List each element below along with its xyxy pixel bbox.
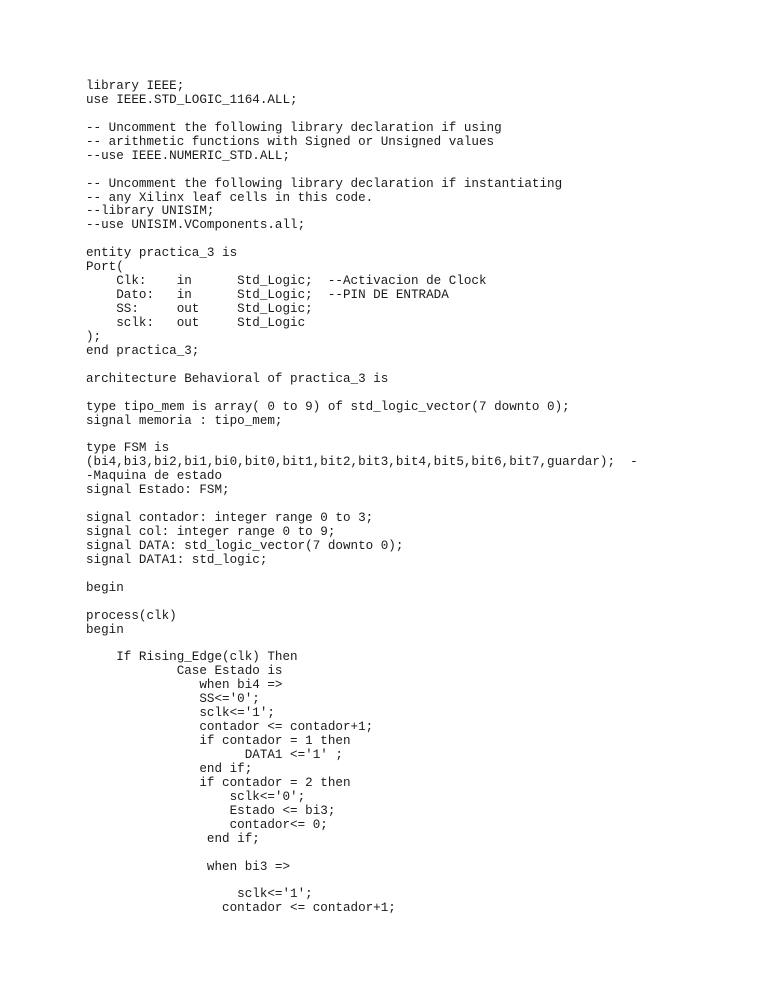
- code-line: type FSM is: [86, 441, 170, 456]
- code-line: use IEEE.STD_LOGIC_1164.ALL;: [86, 92, 298, 107]
- code-line: --use IEEE.NUMERIC_STD.ALL;: [86, 148, 291, 163]
- code-line: Estado <= bi3;: [86, 803, 336, 818]
- code-line: signal contador: integer range 0 to 3;: [86, 511, 374, 526]
- code-line: [86, 387, 638, 401]
- code-line: end practica_3;: [86, 343, 200, 358]
- code-line: if contador = 1 then: [86, 734, 351, 749]
- code-line: );: [86, 329, 102, 344]
- code-line: signal memoria : tipo_mem;: [86, 413, 283, 428]
- code-line: [86, 359, 638, 373]
- code-line: signal DATA: std_logic_vector(7 downto 0);: [86, 538, 404, 553]
- code-line: DATA1 <='1' ;: [86, 748, 343, 762]
- code-line: contador <= contador+1;: [86, 901, 396, 916]
- code-line: when bi4 =>: [86, 678, 283, 693]
- code-line: type tipo_mem is array( 0 to 9) of std_logic_vector(7 downto 0);: [86, 399, 570, 414]
- code-line: begin: [86, 622, 124, 637]
- code-line: -- arithmetic functions with Signed or Unsigned values: [86, 134, 495, 149]
- code-line: library IEEE;: [86, 79, 185, 93]
- code-line: when bi3 =>: [86, 859, 291, 874]
- code-line: -- Uncomment the following library declaration if using: [86, 120, 502, 135]
- code-line: Port(: [86, 260, 124, 275]
- code-line: SS<='0';: [86, 692, 260, 707]
- code-line: entity practica_3 is: [86, 246, 238, 261]
- code-line: end if;: [86, 831, 260, 846]
- vhdl-code-block: [86, 80, 638, 916]
- code-line: [86, 108, 638, 122]
- code-line: [86, 428, 638, 442]
- code-line: --use UNISIM.VComponents.all;: [86, 218, 306, 233]
- code-line: Clk: in Std_Logic; --Activacion de Clock: [86, 274, 487, 289]
- code-line: sclk<='0';: [86, 789, 306, 804]
- code-line: [86, 596, 638, 610]
- code-line: [86, 498, 638, 512]
- code-line: contador<= 0;: [86, 817, 328, 832]
- code-line: SS: out Std_Logic;: [86, 302, 313, 316]
- code-line: --library UNISIM;: [86, 204, 215, 219]
- code-line: [86, 874, 638, 888]
- code-line: Case Estado is: [86, 664, 283, 679]
- code-line: [86, 847, 638, 861]
- code-line: sclk: out Std_Logic: [86, 315, 306, 330]
- code-line: signal col: integer range 0 to 9;: [86, 525, 336, 539]
- code-line: signal Estado: FSM;: [86, 483, 230, 498]
- code-line: If Rising_Edge(clk) Then: [86, 650, 298, 665]
- code-line: contador <= contador+1;: [86, 720, 374, 735]
- code-line: -- Uncomment the following library declaration if instantiating: [86, 176, 563, 191]
- code-line: sclk<='1';: [86, 887, 313, 902]
- code-line: -- any Xilinx leaf cells in this code.: [86, 190, 374, 205]
- code-line: (bi4,bi3,bi2,bi1,bi0,bit0,bit1,bit2,bit3,bit4,bit5,bit6,bit7,guardar); -: [86, 455, 638, 470]
- code-line: process(clk): [86, 608, 177, 623]
- code-line: [86, 164, 638, 178]
- code-line: [86, 233, 638, 247]
- code-line: begin: [86, 580, 124, 595]
- code-line: Dato: in Std_Logic; --PIN DE ENTRADA: [86, 288, 449, 303]
- code-line: architecture Behavioral of practica_3 is: [86, 371, 389, 386]
- code-line: [86, 638, 638, 652]
- code-line: if contador = 2 then: [86, 775, 351, 790]
- code-line: signal DATA1: std_logic;: [86, 552, 268, 567]
- code-line: [86, 568, 638, 582]
- code-line: -Maquina de estado: [86, 469, 223, 484]
- code-line: end if;: [86, 761, 253, 776]
- code-line: sclk<='1';: [86, 706, 275, 721]
